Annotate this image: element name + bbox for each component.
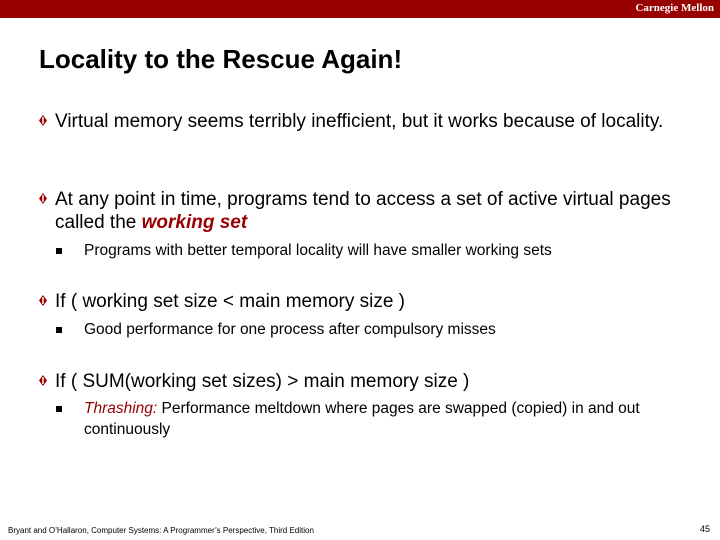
page-number: 45 (699, 524, 710, 534)
footer-citation: Bryant and O’Hallaron, Computer Systems: A Programmer’s Perspective, Third Edition (8, 526, 314, 535)
sub-bullet-square-icon (56, 406, 62, 412)
bullet-3-sub-1 (56, 319, 676, 340)
bullet-4-sub-1-text (56, 398, 656, 440)
bullet-3-text: If ( working set size < main memory size ) (55, 291, 406, 312)
bullet-4-text: If ( SUM(working set sizes) > main memory size ) (55, 371, 470, 392)
thrashing-emphasis: Thrashing: (84, 400, 158, 417)
bullet-4-sub-1-text-after: Performance meltdown where pages are swapped (copied) in and out continuously (84, 400, 640, 438)
bullet-1-text: Virtual memory seems terribly inefficient, but it works because of locality. (55, 111, 664, 132)
bullet-diamond-icon (39, 193, 47, 204)
slide-title: Locality to the Rescue Again! (39, 44, 403, 74)
bullet-2-text-before: At any point in time, programs tend to access a set of active virtual pages called the (55, 189, 671, 233)
bullet-4 (39, 370, 679, 393)
bullet-diamond-icon (39, 295, 47, 306)
sub-bullet-square-icon (56, 248, 62, 254)
bullet-3-sub-1-text: Good performance for one process after compulsory misses (84, 321, 496, 338)
header-bar (0, 0, 720, 18)
bullet-2-text (39, 188, 679, 234)
bullet-4-sub-1 (56, 398, 656, 440)
bullet-diamond-icon (39, 115, 47, 126)
bullet-3 (39, 290, 679, 313)
bullet-diamond-icon (39, 375, 47, 386)
bullet-2 (39, 188, 679, 234)
brand-label: Carnegie Mellon (635, 2, 714, 14)
bullet-2-sub-1-text: Programs with better temporal locality will have smaller working sets (84, 242, 552, 259)
bullet-1 (39, 110, 679, 133)
sub-bullet-square-icon (56, 327, 62, 333)
working-set-emphasis: working set (141, 212, 248, 233)
bullet-2-sub-1 (56, 240, 676, 261)
